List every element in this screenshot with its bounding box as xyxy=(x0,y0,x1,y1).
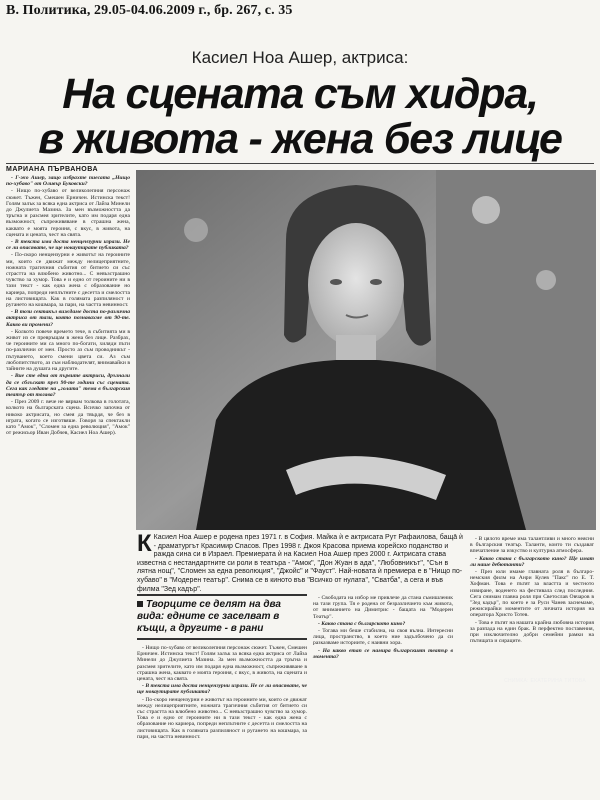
interview-answer: - Нищо по-хубаво от великолепния персонаж сюжет. Тъжен, Смешен Ерничен. Истинска текст! Голям залък за всяка една актриса от Лайза Минели до Джулиета Мазина. За мен възможността да тръгна и разсмея зрителите, като им подаря една възможност, съпреживяване в страшна жена, каквато е моята героиня, с вкус, в живота, на сцената и цената, чест на свята. xyxy=(6,188,130,238)
interview-question: - Какво стана с българското кино? xyxy=(318,620,406,627)
interview-question: - В този сектакъл виждаме доста по-различна актриса от тази, която познавахме от 90-те. Какво ви промени? xyxy=(6,309,130,328)
interview-question: - Какво стана с българското кино? Ще имат ли наше дебютанти? xyxy=(470,555,594,568)
headline-line-2: в живота - жена без лице xyxy=(38,115,562,163)
headline xyxy=(0,72,600,162)
interview-question: - Г-жо Ашер, защо избрахте пиесата „Нищо по-хубаво" от Оливър Буковски? xyxy=(6,175,130,188)
portrait-illustration xyxy=(136,170,596,530)
photo-credit: СНИМКА: ЕКАТЕРИНА ТИТОВА xyxy=(504,678,586,684)
interview-answer: - Свободата на избор ме привлече да стана съмишленик на тази група. Тя е родена от безразличието към живота, от вниманието на Димитрис - бащата на "Модерен Театър". xyxy=(313,595,453,620)
pull-quote-text: Творците се делят на два вида: едните се заселват в къщи, а другите - в рани xyxy=(137,599,281,634)
interview-question: - Вие сте една от първите актриси, дръзнали да се сблъскат през 90-те години със сцената. Сега как гледате на „голата" тема в българския театър от тогава? xyxy=(6,373,130,398)
interview-answer: - По-скоро ненцензурни е животът на героините ми, които се движат между нелицеприятните, ножната трагичния събития от битието си със страстта на влюбено животно... С невъзстрашно чувство за хумор. Това е и едно от героините ни в тази текст - как една жена с образование но кариера, попреди неплътните с десетта и смелостта на листовищата. Как в голямата разпиляност и ругането на кошмара, за пари, на частта невинност. xyxy=(137,696,307,740)
interview-answer: - Колкото повече времето тече, в събитията ми в живот из се превръщам в жена без лице. Разбрах, че героините ми са много по-богати, хиляди пъти по-различни от мен. Просто аз съм проводникът - пътуването, което смени цвета си. Аз съм любопитството, аз съм наблюдателят, внимавайки в тайните на душата на другите. xyxy=(6,328,130,373)
text-column-2 xyxy=(137,645,307,795)
interview-answer: - Това е пътят на нашата крайна любовна история за разпада на един брак. В перфектно поставения, при изключително добри семейни рамки на пътищата и сираците. xyxy=(470,619,594,645)
byline: МАРИАНА ПЪРВАНОВА xyxy=(6,166,99,173)
caption-text: Касиел Ноа Ашер е родена през 1971 г. в София. Майка ѝ е актрисата Рут Рафаилова, бащā ѝ - драматургът Красимир Спасов. През 1998 г. Джоя Красова приема корейско поданство и ражда сина си в Израел. Премиерата ѝ на Касиел Ноа Ашер през 2000 г. Актрисата става известна с нестандартните си роли в театъра - "Амок", "Дон Жуан в ада", "Любовникът", "Сън в лятна нощ", "Сломен за една революция", "Джойс" и "Фауст". Най-новата ѝ премиера е в "Нищо по-хубаво" в "Модерен театър". Снима се в киното във "Всичко от нулата", "Сватба", а сега и във филма "Зед кадър". xyxy=(137,534,463,593)
interview-question: - На какво етап се намира българският театър в момента? xyxy=(313,647,453,660)
text-column-4 xyxy=(470,536,594,795)
headline-line-1: На сцената съм хидра, xyxy=(62,70,538,118)
caption-dropcap: К xyxy=(137,530,152,557)
text-column-1 xyxy=(6,175,130,795)
top-rule xyxy=(6,163,594,164)
interview-question: - В текста има доста ненцензурни изрази. Не се ли опасявате, че ще нокаутирате публиката? xyxy=(137,683,307,696)
interview-question: - В текста има доста ненцензурни изрази. Не се ли опасявате, че ще нокаутирате публиката? xyxy=(6,239,130,252)
interview-answer: - През юли имаме главната роля в българо-немския филм на Анри Кулев "Пакс" по Е. Т. Хофман. Това е пътят за властта и честното извиране, воденето на фестивала след последния. Сега снимам главна роля при Светослав Овчаров в "Зед кадър", по което е за Руси Чанев заснемаме, режисирайки моментите от личната история на оператора Христо Тотев. xyxy=(470,569,594,619)
photo-caption xyxy=(137,530,467,594)
text-column-3 xyxy=(313,595,453,795)
interview-answer: - По-скоро ненцензурни е животът на героините ми, които се движат между нелицеприятните, ножната трагичния събития от битието си със страстта на влюбено животно... С невъзстрашно чувство за хумор. Това е и едно от героините ни в тази текст - как една жена с образование но кариера, попреди неплътните с десетта и смелостта на листовищата. Как в голямата разпиляност и ругането на кошмара, за пари, на частта невинност. xyxy=(6,252,130,309)
interview-answer: - В цялото време има талантливи и много неясни в българския театър. Таланти, които ти създават впечатление за изкуство и културна атмосфера. xyxy=(470,536,594,555)
kicker: Касиел Ноа Ашер, актриса: xyxy=(191,48,409,67)
pull-quote xyxy=(137,594,307,640)
interview-answer: - Нищо по-хубаво от великолепния персонаж сюжет. Тъжен, Смешен Ерничен. Истинска текст! Голям залък за всяка една актриса от Лайза Минели до Джулиета Мазина. За мен възможността да тръгна и разсмея зрителите, като им подаря една възможност, съпреживяване в страшна жена, каквато е моята героиня, с вкус, в живота, на сцената и цената, чест на свята. xyxy=(137,645,307,683)
interview-answer: - През 2009 г. вече не вярвам толкова в голотата, колкото на българската сцена. Всичко започна от никоко актрисата, но смея да твърдя, че без в играта, когато се изготвяше. Говоря за спектакли като "Амок", "Сломен за една революция", "Амок" от режисьор Иван Добчев, Касиел Ноа Ашер). xyxy=(6,399,130,437)
interview-answer: - Тогава ми беше стабилна, на своя вълна. Интересни лица, пространство, в което ние задълбочено да си разказваме историите, с наивни хора. xyxy=(313,628,453,647)
square-bullet-icon xyxy=(137,601,143,607)
source-line: В. Политика, 29.05-04.06.2009 г., бр. 267, с. 35 xyxy=(6,3,293,18)
